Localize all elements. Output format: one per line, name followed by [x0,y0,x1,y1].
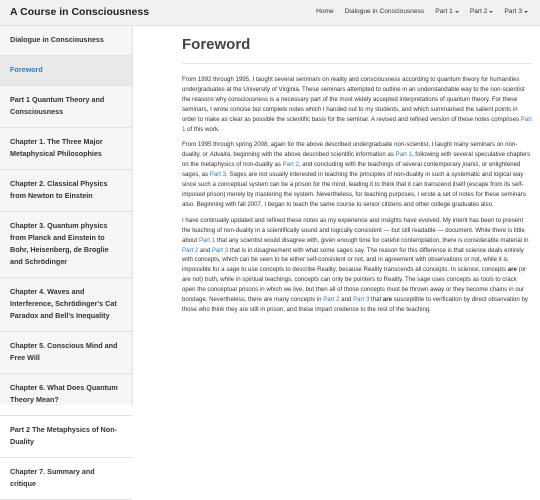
nav-item-home[interactable] [316,8,334,15]
text-run: , following with several speculative chapters on the metaphysics of non-duality as [182,151,531,169]
text-run: susceptible to verification by direct observation by those who think they are still in prison, and these impart credence to the rest of the teaching. [182,296,528,313]
caret-down-icon [524,11,528,13]
text-run: From 1992 through 1995, I taught several seminars on reality and consciousness according to quantum theory for humanities undergraduates at the University of Virginia. These seminars attempted to outline in an understandable way to the non-scientist the reasons why consciousness is a necessary part of the most widely accepted interpretations of quantum theory. For these seminars, I wrote concise but complete notes which I handed out to my students, and which summarised the salient points in order to make as clear as possible the scientific basis for the seminar. A revised and refined version of these notes comprises [182,76,525,123]
sidebar [0,26,133,488]
caret-down-icon [489,11,493,13]
link-part-2[interactable]: Part 2 [182,246,199,254]
sidebar-item-chapter-6-what-does-quantum-theory-mean[interactable]: Chapter 6. What Does Quantum Theory Mean? [0,374,132,416]
sidebar-item-chapter-1-the-three-major-metaphysical-p[interactable]: Chapter 1. The Three Major Metaphysical Philosophies [0,128,132,170]
main-content [182,26,532,405]
text-run: that [369,296,383,304]
sidebar-item-chapter-3-quantum-physics-from-planck-an[interactable]: Chapter 3. Quantum physics from Planck and Einstein to Bohr, Heisenberg, de Broglie and Schrödinger [0,212,132,278]
top-nav-menu [305,8,528,15]
sidebar-item-foreword[interactable]: Foreword [0,56,132,86]
text-run: I have continually updated and refined these notes as my experience and insights have evolved. My intent has been to present the teaching of non-duality in a scientifically sound and logically consistent — but still readable — document. While there is little about [182,216,525,244]
link-part-2[interactable]: Part 2 [323,296,340,304]
nav-item-label: Dialogue in Consciousness [344,8,425,15]
paragraph [182,140,532,209]
text-run: , or enlightened sages, as [182,161,521,179]
emphasis-text: Advaita [209,151,230,159]
nav-item-label: Part 1 [435,8,453,15]
text-run: . Sages are not usually interested in teaching the principles of non-duality in such a systematic and logical way since such a conceptual system can be a prison for the mind, leading it to think that it can transcend itself (escape from its self-imposed prison) merely by mastering the system. Nevertheless, for teaching purposes, I wrote a set of notes for these seminars also. Beginning with fall 2007, I began to teach the same course to senior citizens and other college graduates also. [182,171,526,208]
link-part-3[interactable]: Part 3 [209,171,227,179]
text-run: and [339,296,354,304]
sidebar-item-chapter-7-summary-and-critique[interactable]: Chapter 7. Summary and critique [0,458,132,500]
bold-text: are [382,296,393,304]
nav-item-label: Home [316,8,334,15]
text-run: of this work. [185,125,220,133]
emphasis-text: jnanis [462,161,479,169]
title-divider [182,63,532,64]
top-navbar [0,0,540,26]
text-run: (or are not) truth, while in spiritual teachings, concepts can only be pointers to Reality. The sage uses concepts as tools to crack open the conceptual prisons in which we live, but then all of those concepts must be thrown away or they become chains in our bondage. Nevertheless, there are many concepts in [182,266,527,304]
link-part-1[interactable]: Part 1 [182,115,532,133]
text-run: , beginning with the above described scientific information as [230,151,396,159]
nav-item-part-1[interactable] [435,8,459,15]
nav-item-part-2[interactable] [470,8,494,15]
page-title: Foreword [182,36,251,53]
text-run: that any scientist would disagree with, given enough time for careful contemplation, there is considerable material in [215,236,529,244]
text-run: From 1995 through spring 2008, again for the above described undergraduate non-scientist, I taught many seminars on non-duality, or [182,141,518,159]
nav-item-label: Part 3 [504,8,522,15]
sidebar-item-chapter-5-conscious-mind-and-free-will[interactable]: Chapter 5. Conscious Mind and Free Will [0,332,132,374]
link-part-3[interactable]: Part 3 [353,296,370,304]
sidebar-item-part-2-the-metaphysics-of-non-duality[interactable]: Part 2 The Metaphysics of Non-Duality [0,416,132,458]
text-run: and [198,246,212,254]
article-body [182,75,532,315]
site-title[interactable]: A Course in Consciousness [10,6,150,18]
caret-down-icon [455,11,459,13]
sidebar-item-dialogue-in-consciousness[interactable]: Dialogue in Consciousness [0,26,132,56]
link-part-1[interactable]: Part 1 [198,236,216,244]
sidebar-item-chapter-2-classical-physics-from-newton-[interactable]: Chapter 2. Classical Physics from Newton to Einstein [0,170,132,212]
paragraph [182,75,532,134]
bold-text: are [507,266,517,274]
text-run: that is in disagreement with what some sages say. The reason for this difference is that science deals entirely with concepts, which can be seen to be either self-consistent or not, and in agreement with observations or not, while it is impossible for a sage to use concepts to describe Reality, because Reality transcends all concepts. In science, concepts [182,246,524,274]
sidebar-item-part-1-quantum-theory-and-consciousness[interactable]: Part 1 Quantum Theory and Consciousness [0,86,132,128]
paragraph [182,216,532,315]
sidebar-item-chapter-4-waves-and-interference-schr-di[interactable]: Chapter 4. Waves and Interference, Schrödinger's Cat Paradox and Bell's Inequality [0,278,132,332]
nav-item-dialogue-in-consciousness[interactable] [345,8,425,15]
nav-item-part-3[interactable] [504,8,528,15]
nav-item-label: Part 2 [469,8,488,15]
text-run: , and concluding with the teachings of several contemporary [298,161,463,169]
link-part-1[interactable]: Part 1 [395,151,412,159]
link-part-2[interactable]: Part 2 [282,161,299,169]
link-part-3[interactable]: Part 3 [211,246,229,254]
